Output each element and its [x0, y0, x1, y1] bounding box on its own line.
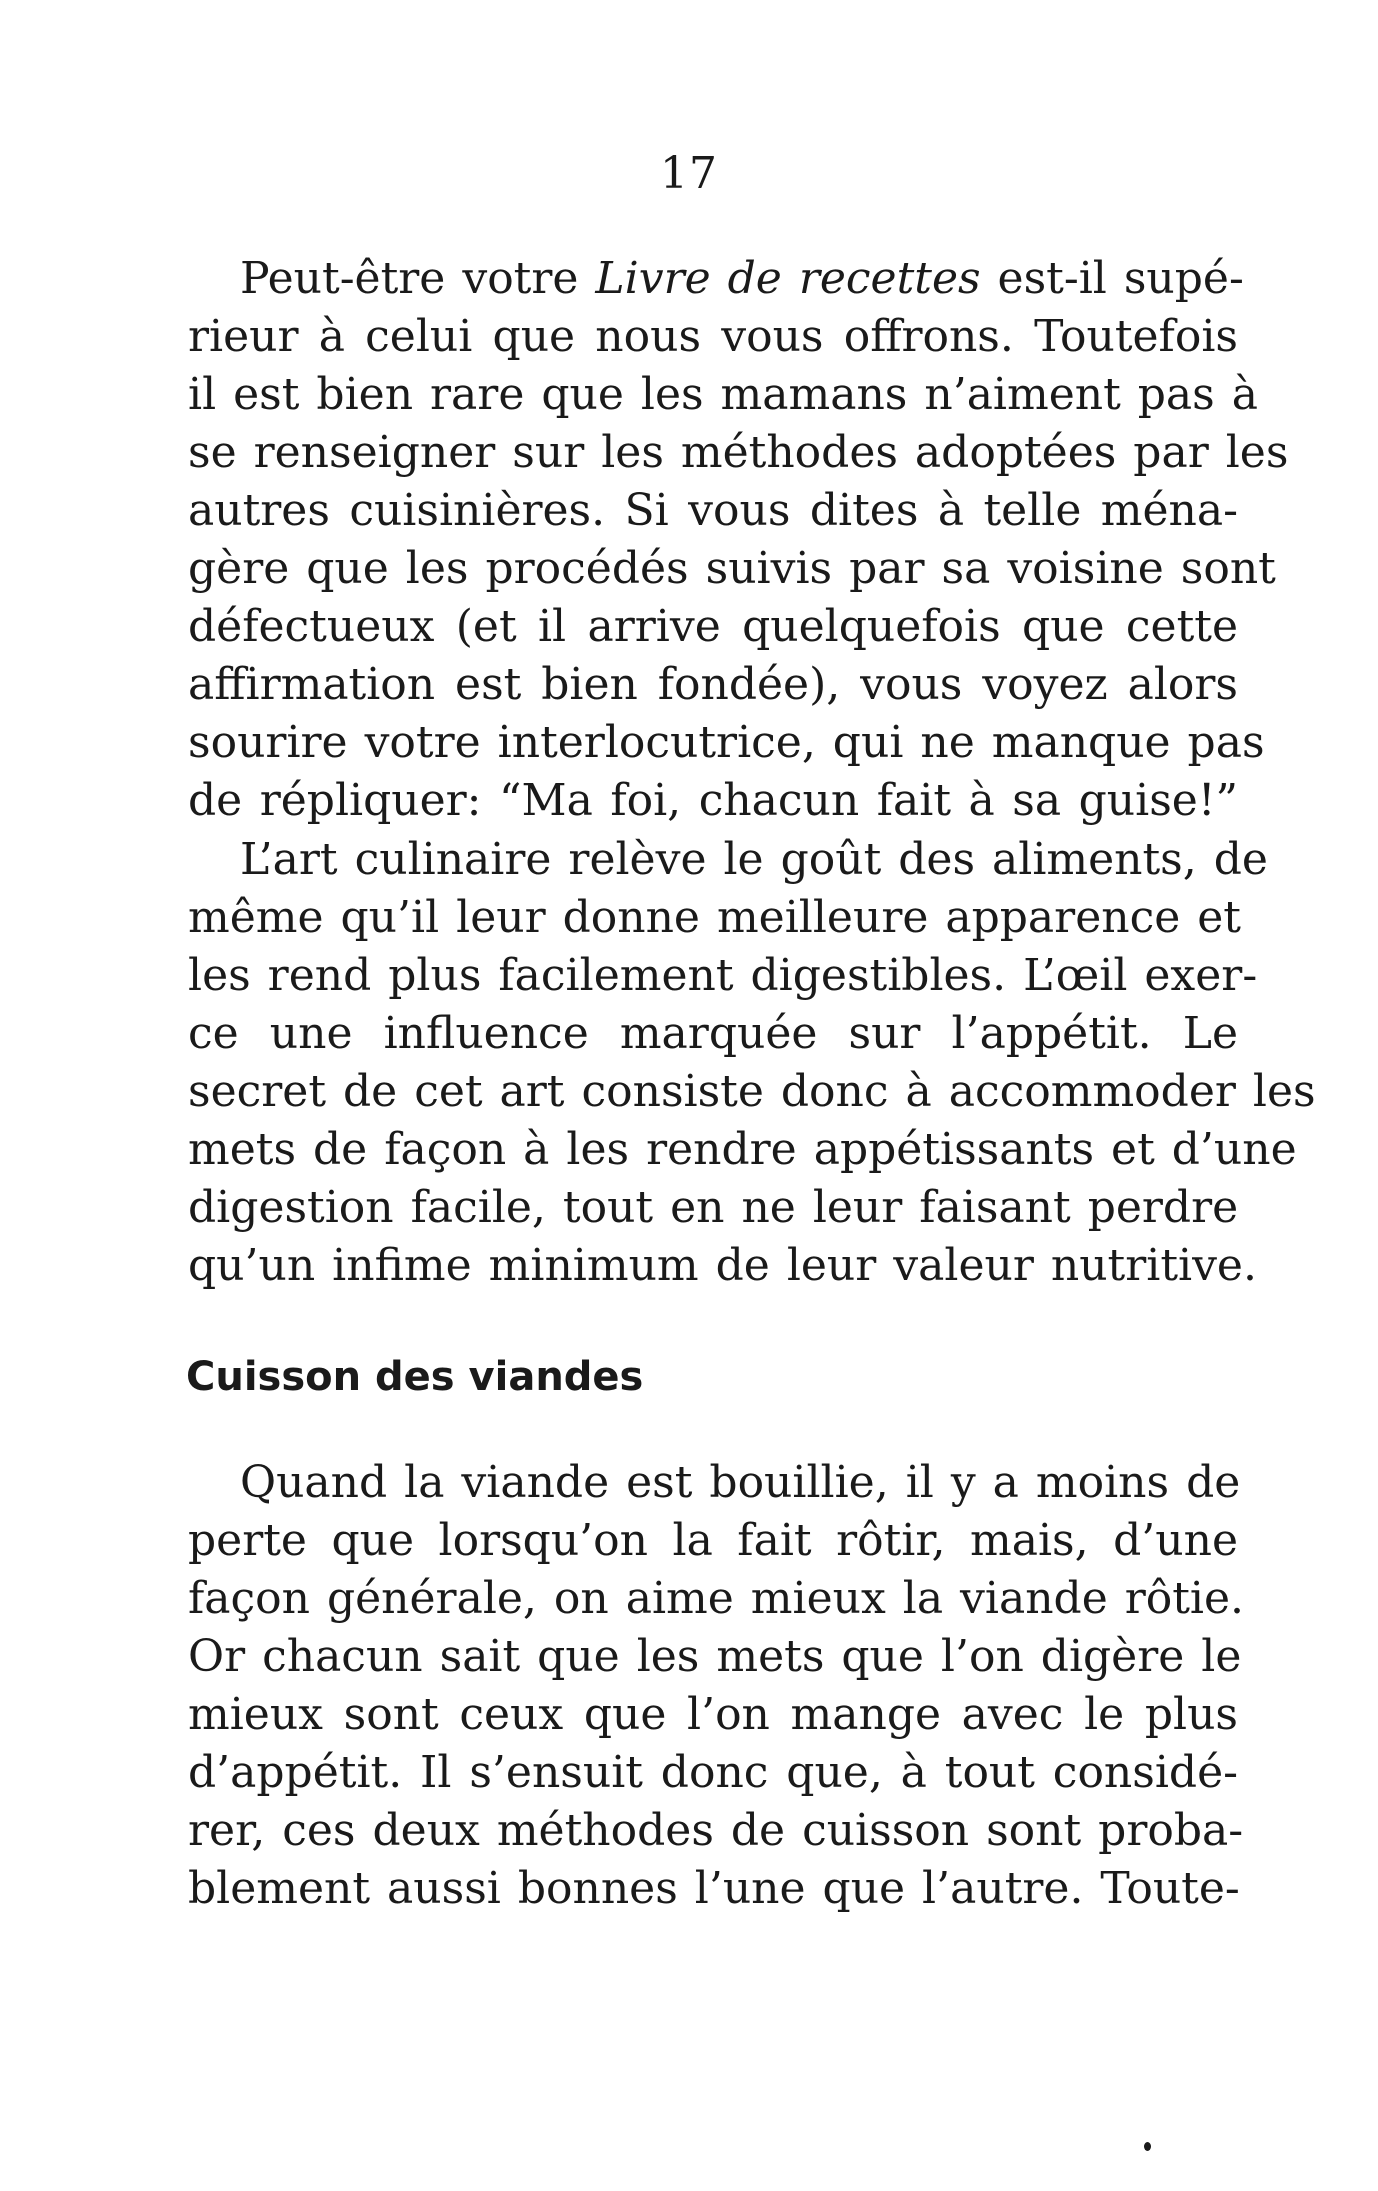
- paragraph-line: il est bien rare que les mamans n’aiment pas à: [188, 369, 1258, 420]
- paragraph-line: perte que lorsqu’on la fait rôtir, mais, d’une: [188, 1515, 1238, 1566]
- paragraph-line: façon générale, on aime mieux la viande rôtie.: [188, 1573, 1245, 1624]
- paragraph-line: autres cuisinières. Si vous dites à telle ména-: [188, 485, 1238, 536]
- paragraph-line: blement aussi bonnes l’une que l’autre. Toute-: [188, 1863, 1240, 1914]
- paragraph-line: affirmation est bien fondée), vous voyez alors: [188, 659, 1238, 710]
- paragraph-line: rieur à celui que nous vous offrons. Toutefois: [188, 311, 1238, 362]
- paragraph-line: de répliquer: “Ma foi, chacun fait à sa guise!”: [188, 775, 1238, 826]
- paragraph-line: gère que les procédés suivis par sa voisine sont: [188, 543, 1276, 594]
- paragraph-meat-cooking: [188, 1454, 1245, 1918]
- paragraph-line: secret de cet art consiste donc à accommoder les: [188, 1066, 1316, 1117]
- line-text: est-il supé-: [980, 253, 1244, 304]
- paragraph-line: digestion facile, tout en ne leur faisant perdre: [188, 1182, 1239, 1233]
- ink-speck: [1144, 2142, 1151, 2151]
- paragraph-line: Quand la viande est bouillie, il y a moins de: [240, 1457, 1241, 1508]
- paragraph-line: les rend plus facilement digestibles. L’œil exer-: [188, 950, 1258, 1001]
- paragraph-line: Or chacun sait que les mets que l’on digère le: [188, 1631, 1242, 1682]
- paragraph-line: qu’un infime minimum de leur valeur nutritive.: [188, 1240, 1257, 1291]
- paragraph-line: se renseigner sur les méthodes adoptées par les: [188, 427, 1289, 478]
- paragraph-line: rer, ces deux méthodes de cuisson sont proba-: [188, 1805, 1244, 1856]
- paragraph-line: défectueux (et il arrive quelquefois que cette: [188, 601, 1238, 652]
- paragraph-intro: [188, 250, 1289, 830]
- paragraph-line: sourire votre interlocutrice, qui ne manque pas: [188, 717, 1265, 768]
- paragraph-line: d’appétit. Il s’ensuit donc que, à tout considé-: [188, 1747, 1238, 1798]
- paragraph-line: mieux sont ceux que l’on mange avec le plus: [188, 1689, 1238, 1740]
- book-title-italic: Livre de recettes: [595, 253, 981, 304]
- paragraph-line: ce une influence marquée sur l’appétit. Le: [188, 1008, 1238, 1059]
- paragraph-line: même qu’il leur donne meilleure apparence et: [188, 892, 1241, 943]
- section-heading: Cuisson des viandes: [186, 1354, 644, 1400]
- page-number: 17: [660, 148, 718, 199]
- line-text: Peut-être votre: [240, 253, 596, 304]
- paragraph-line: L’art culinaire relève le goût des aliments, de: [240, 834, 1268, 885]
- paragraph-culinary-art: [188, 831, 1316, 1295]
- paragraph-line: mets de façon à les rendre appétissants et d’une: [188, 1124, 1297, 1175]
- paragraph-line: [188, 250, 1244, 308]
